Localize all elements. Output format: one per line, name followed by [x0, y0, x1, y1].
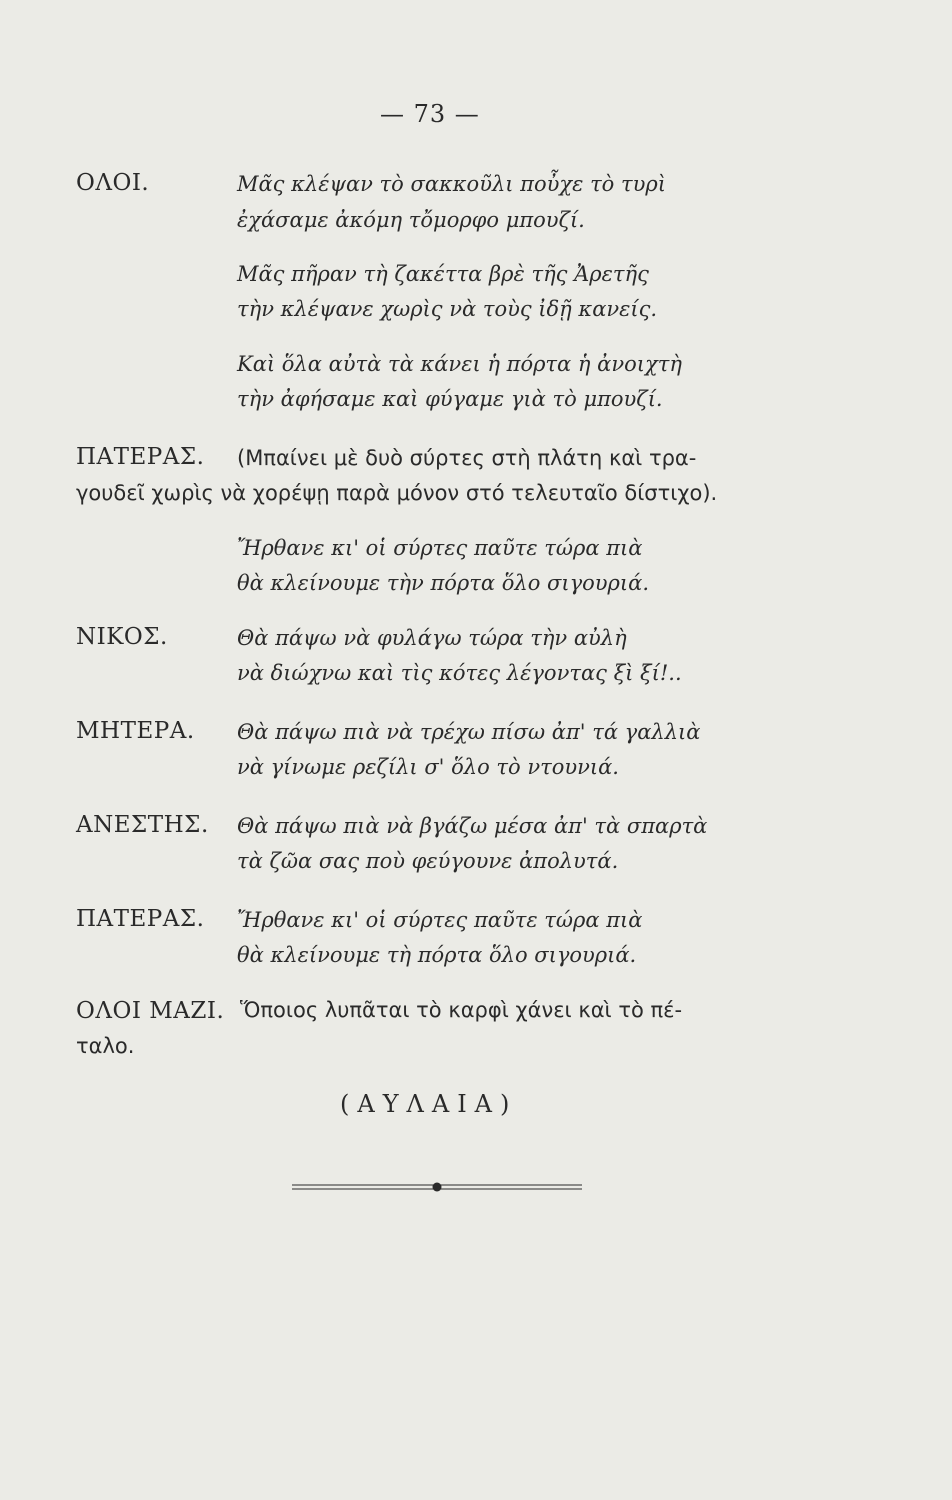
verse-line: Καὶ ὅλα αὐτὰ τὰ κάνει ἡ πόρτα ἡ ἀνοιχτὴ: [237, 352, 682, 376]
verse-line: Ἤρθανε κι' οἱ σύρτες παῦτε τώρα πιὰ: [237, 908, 643, 932]
stage-direction-continuation: γουδεῖ χωρὶς νὰ χορέψῃ παρὰ μόνον στό τελευταῖο δίστιχο).: [76, 481, 718, 505]
verse-line: ἐχάσαμε ἀκόμη τὄμορφο μπουζί.: [237, 208, 585, 232]
verse-line: Ἤρθανε κι' οἱ σύρτες παῦτε τώρα πιὰ: [237, 536, 643, 560]
verse-line: θὰ κλείνουμε τὴ πόρτα ὅλο σιγουριά.: [237, 943, 637, 967]
speaker-mitera: ΜΗΤΕΡΑ.: [76, 718, 195, 744]
speaker-anestis: ΑΝΕΣΤΗΣ.: [76, 812, 209, 838]
verse-line: Θὰ πάψω νὰ φυλάγω τώρα τὴν αὐλὴ: [237, 626, 627, 650]
verse-line: Θὰ πάψω πιὰ νὰ τρέχω πίσω ἀπ' τά γαλλιὰ: [237, 720, 701, 744]
speaker-oloi-mazi: ΟΛΟΙ ΜΑΖΙ.: [76, 998, 225, 1024]
verse-line: νὰ γίνωμε ρεζίλι σ' ὅλο τὸ ντουνιά.: [237, 755, 619, 779]
verse-line: νὰ διώχνω καὶ τὶς κότες λέγοντας ξὶ ξί!..: [237, 661, 682, 685]
verse-line: Μᾶς πῆραν τὴ ζακέττα βρὲ τῆς Ἀρετῆς: [237, 262, 649, 286]
verse-continuation: ταλο.: [76, 1034, 135, 1058]
speaker-oloi: ΟΛΟΙ.: [76, 170, 150, 196]
verse-line: θὰ κλείνουμε τὴν πόρτα ὅλο σιγουριά.: [237, 571, 649, 595]
speaker-pateras: ΠΑΤΕΡΑΣ.: [76, 444, 205, 470]
verse-line: Μᾶς κλέψαν τὸ σακκοῦλι ποὖχε τὸ τυρὶ: [237, 172, 666, 196]
curtain-label: (ΑΥΛΑΙΑ): [340, 1090, 518, 1118]
page-number: — 73 —: [380, 100, 480, 128]
verse-line: Ὅποιος λυπᾶται τὸ καρφὶ χάνει καὶ τὸ πέ-: [240, 998, 683, 1022]
end-ornament-rule: [292, 1182, 582, 1192]
verse-line: τὴν κλέψανε χωρὶς νὰ τοὺς ἰδῇ κανείς.: [237, 297, 658, 321]
verse-line: τὴν ἀφήσαμε καὶ φύγαμε γιὰ τὸ μπουζί.: [237, 387, 663, 411]
stage-direction: (Μπαίνει μὲ δυὸ σύρτες στὴ πλάτη καὶ τρα-: [237, 446, 697, 470]
verse-line: Θὰ πάψω πιὰ νὰ βγάζω μέσα ἀπ' τὰ σπαρτὰ: [237, 814, 708, 838]
speaker-nikos: ΝΙΚΟΣ.: [76, 624, 168, 650]
verse-line: τὰ ζῶα σας ποὺ φεύγουνε ἀπολυτά.: [237, 849, 619, 873]
speaker-pateras-2: ΠΑΤΕΡΑΣ.: [76, 906, 205, 932]
